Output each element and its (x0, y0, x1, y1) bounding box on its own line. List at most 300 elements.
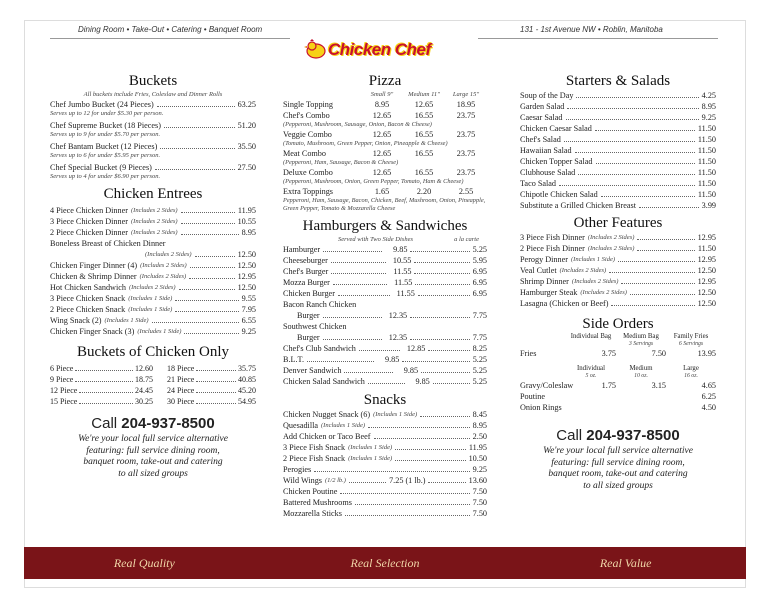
item-name: Poutine (520, 392, 546, 401)
leader-dots (196, 396, 236, 404)
menu-item-row (520, 145, 716, 156)
item-includes: (Includes 1 Side) (348, 455, 393, 462)
burger-row (283, 354, 487, 365)
item-includes: (Includes 1 Side) (104, 317, 149, 324)
side-price: 1.75 (601, 381, 616, 390)
menu-item-row (50, 120, 256, 131)
price-a-la-carte: 5.25 (472, 377, 487, 386)
item-includes: (Includes 2 Sides) (131, 218, 178, 225)
leader-dots (181, 216, 235, 224)
item-name: Chef's Club Sandwich (283, 344, 356, 353)
burgers-title: Hamburgers & Sandwiches (302, 218, 468, 234)
leader-dots (433, 376, 470, 384)
item-price: 12.50 (237, 250, 256, 259)
price-small: 8.95 (374, 100, 390, 109)
item-price: 8.95 (701, 102, 716, 111)
leader-dots (621, 276, 694, 284)
menu-item-row (50, 238, 256, 249)
item-price: 12.95 (237, 272, 256, 281)
price-a-la-carte: 6.95 (472, 267, 488, 276)
menu-item-row (520, 178, 716, 189)
burger-row (283, 365, 487, 376)
leader-dots (395, 453, 465, 461)
snack-row (283, 464, 487, 475)
item-name: 15 Piece (50, 397, 78, 406)
menu-item-row (520, 167, 716, 178)
item-name: Chipotle Chicken Salad (520, 190, 598, 199)
buckets-list (50, 99, 256, 181)
item-price: 8.95 (241, 228, 256, 237)
buckets-title: Buckets (128, 73, 178, 89)
leader-dots (314, 464, 469, 472)
pizza-description: (Pepperoni, Mushroom, Sausage, Onion, Bacon & Cheese) (283, 121, 432, 128)
item-price: 9.55 (241, 294, 256, 303)
menu-item-row (50, 304, 256, 315)
price-a-la-carte: 5.25 (472, 355, 488, 364)
item-name: Single Topping (283, 100, 333, 109)
item-price: 12.50 (697, 266, 716, 275)
item-name: Lasagna (Chicken or Beef) (520, 299, 609, 308)
price-with-sides: 10.55 (392, 256, 412, 265)
sides-size-header: Individual Medium Large (577, 365, 699, 372)
item-name: 18 Piece (167, 364, 195, 373)
menu-item-row (50, 141, 256, 152)
price-with-sides: 12.35 (388, 333, 408, 342)
item-includes: (Includes 2 Sides) (139, 273, 187, 280)
item-price: 27.50 (237, 163, 256, 172)
item-name: Hamburger Steak (520, 288, 578, 297)
price-with-sides: 9.85 (415, 377, 430, 386)
price-with-sides: 12.35 (388, 311, 408, 320)
banner-quality: Real Quality (113, 556, 175, 570)
side-price (616, 391, 666, 402)
side-price (616, 402, 666, 413)
banner-selection: Real Selection (350, 556, 420, 570)
item-name: 2 Piece Fish Snack (283, 454, 346, 463)
item-name: 6 Piece (50, 364, 74, 373)
blurb-left: We're your local full service alternative featuring: full service dining room, banquet room, take-out and catering to all sized groups (78, 434, 228, 479)
snack-row (283, 442, 487, 453)
sides-fries-header: Individual Bag Medium Bag Family Fries (570, 333, 709, 340)
fries-row: Fries 3.75 7.50 13.95 (520, 349, 716, 358)
side-price (576, 391, 616, 402)
item-price: 12.60 (135, 364, 153, 373)
item-price: 10.50 (468, 454, 487, 463)
item-includes: (Includes 2 Sides) (140, 262, 187, 269)
snack-row (283, 497, 487, 508)
leader-dots (576, 90, 698, 98)
leader-dots (418, 288, 470, 296)
item-name: Mozzarella Sticks (283, 509, 342, 518)
item-price: 11.50 (697, 179, 716, 188)
column-middle (283, 72, 487, 519)
price-medium: 16.55 (414, 149, 434, 158)
burger-row (283, 277, 487, 288)
leader-dots (414, 266, 469, 274)
pizza-description: (Tomato, Mushroom, Green Pepper, Onion, Pineapple & Cheese) (283, 140, 448, 147)
item-price: 9.25 (701, 113, 716, 122)
item-name: Battered Mushrooms (283, 498, 352, 507)
menu-item-row (520, 200, 716, 211)
item-price: 11.50 (697, 146, 716, 155)
item-price: 7.50 (472, 487, 487, 496)
leader-dots (349, 475, 386, 483)
item-name: 3 Piece Chicken Dinner (50, 217, 128, 226)
item-name: Chicken Salad Sandwich (283, 377, 365, 386)
price-medium: 16.55 (414, 130, 434, 139)
item-name: Chicken Burger (283, 289, 335, 298)
column-left (50, 72, 256, 480)
menu-item-row (50, 326, 256, 337)
item-serves: Serves up to 12 for under $5.30 per person. (50, 110, 164, 117)
item-price: 35.50 (237, 142, 256, 151)
price-with-sides: 11.55 (394, 278, 413, 287)
leader-dots (601, 189, 695, 197)
leader-dots (331, 255, 386, 263)
phone-number: 204-937-8500 (121, 415, 215, 432)
bucket-only-grid (50, 363, 256, 407)
pizza-description: Pepperoni, Ham, Sausage, Bacon, Chicken, Beef, Mushroom, Onion, Pineapple, Green Pepper, Tomato & Mozzarella Cheese (283, 197, 486, 212)
item-price: 40.85 (238, 375, 256, 384)
item-price: 4.25 (701, 91, 716, 100)
item-price: 9.25 (241, 327, 256, 336)
side-price: 3.15 (651, 381, 666, 390)
item-includes: (Includes 2 Sides) (587, 234, 635, 241)
snack-row (283, 420, 487, 431)
leader-dots (566, 112, 699, 120)
leader-dots (160, 141, 234, 149)
entrees-list (50, 205, 256, 337)
price-a-la-carte: 5.25 (472, 366, 488, 375)
item-price: 8.45 (472, 410, 487, 419)
item-price: 12.50 (237, 261, 256, 270)
item-name: 2 Piece Chicken Dinner (50, 228, 128, 237)
menu-item-row (50, 293, 256, 304)
price-small: 1.65 (374, 187, 390, 196)
item-name: Quesadilla (283, 421, 319, 430)
leader-dots (567, 101, 698, 109)
item-price: 2.50 (472, 432, 487, 441)
sides-title: Side Orders (582, 316, 654, 332)
price-large: 2.55 (458, 187, 474, 196)
price-large: 23.75 (456, 111, 476, 120)
item-name: 3 Piece Fish Dinner (520, 233, 585, 242)
item-name: Mozza Burger (283, 278, 330, 287)
leader-dots (323, 332, 383, 340)
item-name: Chicken Finger Dinner (4) (50, 261, 138, 270)
item-price: 13.60 (468, 476, 488, 485)
side-row (520, 391, 716, 402)
item-name: Chef Bantam Bucket (12 Pieces) (50, 142, 158, 151)
item-name: 9 Piece (50, 375, 74, 384)
leader-dots (374, 431, 470, 439)
item-name: Chicken Poutine (283, 487, 338, 496)
item-price: 18.75 (135, 375, 153, 384)
leader-dots (368, 376, 405, 384)
item-includes: (Includes 2 Sides) (580, 289, 627, 296)
item-price: 51.20 (237, 121, 256, 130)
leader-dots (323, 310, 383, 318)
item-serves: Serves up to 9 for under $5.70 per person. (50, 131, 161, 138)
features-list (520, 232, 716, 309)
item-name: Chicken Nugget Snack (6) (283, 410, 371, 419)
pizza-list (283, 99, 487, 213)
leader-dots (175, 304, 238, 312)
item-name: Bacon Ranch Chicken (283, 300, 357, 309)
leader-dots (340, 486, 469, 494)
item-price: 11.50 (697, 157, 716, 166)
leader-dots (331, 266, 386, 274)
side-price (576, 402, 616, 413)
item-name: 24 Piece (167, 386, 195, 395)
buckets-note: All buckets include Fries, Coleslaw and Dinner Rolls (83, 91, 223, 98)
price-medium: 16.55 (414, 111, 434, 120)
price-with-sides: 9.85 (385, 355, 400, 364)
menu-item-row (50, 205, 256, 216)
item-includes: (Includes 1 Side) (128, 306, 173, 313)
menu-item-row (520, 156, 716, 167)
bucket-only-item (50, 363, 153, 374)
menu-item-row (50, 271, 256, 282)
leader-dots (355, 497, 470, 505)
pizza-row (283, 129, 487, 140)
item-includes: (Includes 1 Side) (137, 328, 182, 335)
item-name: Cheeseburger (283, 256, 328, 265)
item-price: 12.50 (237, 283, 256, 292)
price-with-sides: 9.85 (403, 366, 419, 375)
item-price: 11.95 (468, 443, 487, 452)
burger-row (283, 332, 487, 343)
chicken-chef-logo (300, 38, 468, 68)
leader-dots (564, 134, 695, 142)
price-medium: 12.65 (414, 100, 434, 109)
item-name: Chef's Combo (283, 111, 330, 120)
item-price: 10.55 (237, 217, 256, 226)
bucket-only-item (153, 385, 256, 396)
menu-item-row (520, 232, 716, 243)
item-name: Chicken & Shrimp Dinner (50, 272, 137, 281)
burger-row (283, 255, 487, 266)
menu-item-row (520, 112, 716, 123)
bucket-only-item (153, 374, 256, 385)
menu-item-row (520, 287, 716, 298)
item-name: Clubhouse Salad (520, 168, 576, 177)
leader-dots (609, 265, 694, 273)
item-name: Chef Supreme Bucket (18 Pieces) (50, 121, 161, 130)
item-name: Substitute a Grilled Chicken Breast (520, 201, 636, 210)
item-serves: Serves up to 6 for under $5.95 per person. (50, 152, 161, 159)
leader-dots (338, 288, 390, 296)
price-a-la-carte: 7.75 (472, 311, 488, 320)
item-name: Hawaiian Salad (520, 146, 572, 155)
item-name: Hot Chicken Sandwich (50, 283, 126, 292)
leader-dots (333, 277, 387, 285)
call-line-left: Call 204-937-8500 (91, 415, 215, 432)
item-name: B.L.T. (283, 355, 304, 364)
leader-dots (175, 293, 238, 301)
burgers-list (283, 244, 487, 387)
menu-item-row (520, 189, 716, 200)
price-large: 23.75 (456, 130, 476, 139)
pizza-row (283, 99, 487, 110)
menu-item-row (50, 99, 256, 110)
phone-number: 204-937-8500 (586, 427, 680, 444)
leader-dots (196, 385, 236, 393)
side-row (520, 402, 716, 413)
menu-item-row (50, 282, 256, 293)
item-name: Chef Jumbo Bucket (24 Pieces) (50, 100, 154, 109)
item-includes: (Includes 2 Sides) (131, 207, 178, 214)
header-services: Dining Room • Take-Out • Catering • Banquet Room (78, 25, 263, 34)
menu-item-row (520, 90, 716, 101)
sides-list (520, 380, 716, 413)
snack-row (283, 453, 487, 464)
banner-value: Real Value (599, 556, 652, 570)
leader-dots (596, 156, 695, 164)
item-price: 54.95 (238, 397, 256, 406)
item-includes: (Includes 1 Side) (570, 256, 616, 263)
bucket-only-title: Buckets of Chicken Only (76, 344, 230, 360)
price-small: 12.65 (372, 149, 392, 158)
pizza-description: (Pepperoni, Ham, Sausage, Bacon & Cheese) (283, 159, 399, 166)
leader-dots (410, 332, 470, 340)
item-half-price: 7.25 (1 lb.) (389, 476, 426, 485)
burger-row (283, 244, 487, 255)
menu-item-row (50, 227, 256, 238)
pizza-row (283, 148, 487, 159)
leader-dots (195, 249, 235, 257)
item-includes: (Includes 2 Sides) (131, 229, 178, 236)
price-a-la-carte: 5.25 (472, 245, 487, 254)
pizza-row (283, 110, 487, 121)
menu-item-row (520, 254, 716, 265)
menu-item-row (50, 216, 256, 227)
header-rule-left (50, 38, 290, 39)
snack-row (283, 508, 487, 519)
item-name: 21 Piece (167, 375, 195, 384)
starters-title: Starters & Salads (565, 73, 671, 89)
leader-dots (196, 374, 236, 382)
item-includes: (Includes 2 Sides) (559, 267, 607, 274)
leader-dots (368, 420, 470, 428)
item-name: Chicken Caesar Salad (520, 124, 592, 133)
leader-dots (414, 255, 469, 263)
burger-row (283, 376, 487, 387)
side-price: 4.65 (701, 381, 716, 390)
item-price: 9.25 (472, 465, 487, 474)
menu-item-row (50, 162, 256, 173)
item-name: Soup of the Day (520, 91, 574, 100)
item-name: Garden Salad (520, 102, 565, 111)
leader-dots (344, 365, 393, 373)
item-name: Perogy Dinner (520, 255, 568, 264)
item-price: 11.50 (697, 168, 716, 177)
item-name: Southwest Chicken (283, 322, 347, 331)
item-price: 35.75 (238, 364, 256, 373)
leader-dots (79, 385, 133, 393)
item-name: Deluxe Combo (283, 168, 333, 177)
pizza-size-header: Small 9" Medium 11" Large 15" (370, 91, 480, 98)
price-a-la-carte: 5.95 (472, 256, 488, 265)
item-price: 7.95 (241, 305, 256, 314)
bucket-only-item (153, 396, 256, 407)
menu-item-row (520, 123, 716, 134)
bucket-only-item (50, 396, 153, 407)
chicken-mascot-icon (304, 38, 328, 60)
side-price: 4.50 (701, 403, 716, 412)
leader-dots (79, 396, 133, 404)
price-small: 12.65 (372, 168, 392, 177)
item-price: 12.50 (697, 299, 716, 308)
item-price: 7.50 (472, 509, 487, 518)
item-name: Wing Snack (2) (50, 316, 102, 325)
item-price: 12.95 (697, 277, 716, 286)
item-includes: (Includes 1 Side) (348, 444, 393, 451)
item-includes: (Includes 2 Sides) (128, 284, 176, 291)
snacks-title: Snacks (363, 392, 407, 408)
item-price: 63.25 (237, 100, 256, 109)
pizza-description: (Pepperoni, Mushroom, Onion, Green Pepper, Tomato, Ham & Cheese) (283, 178, 464, 185)
item-name: Burger (297, 311, 320, 320)
call-line-right: Call 204-937-8500 (556, 427, 680, 444)
price-large: 18.95 (456, 100, 476, 109)
burger-row (283, 321, 487, 332)
leader-dots (637, 243, 694, 251)
item-name: Burger (297, 333, 320, 342)
price-large: 23.75 (456, 149, 476, 158)
item-name: 2 Piece Chicken Snack (50, 305, 126, 314)
price-with-sides: 12.85 (406, 344, 426, 353)
snack-row (283, 431, 487, 442)
menu-item-row (520, 265, 716, 276)
menu-item-row (520, 243, 716, 254)
price-a-la-carte: 7.75 (472, 333, 488, 342)
features-title: Other Features (573, 215, 663, 231)
item-includes: (Includes 2 Sides) (587, 245, 635, 252)
leader-dots (179, 282, 235, 290)
item-includes: (Includes 2 Sides) (571, 278, 619, 285)
leader-dots (181, 227, 239, 235)
leader-dots (428, 475, 465, 483)
pizza-title: Pizza (368, 73, 402, 89)
item-name: Chef Special Bucket (9 Pieces) (50, 163, 152, 172)
column-right: Starters & Salads Soup of the Day 4.25 Garden Salad 8.95 Caesar Salad 9.25 Chicken Caesar Salad 11.50 Chef's Salad 11.50 Hawaiian Salad 11.50 Chicken Topper Salad 11.50 Clubhouse Salad 11.50 Taco Salad 11.50 Chipotle Chicken Salad 11.50 Substitute a Grilled Chicken Breast 3.99 Other Features 3 Piece Fish Dinner (Includes 2 Sides) 12.95 2 Piece Fish Dinner (Includes 2 Sides) 11.50 Perogy Dinner (Includes 1 Side) 12.95 Veal Cutlet (Includes 2 Sides) 12.50 Shrimp Dinner (Includes 2 Sides) 12.95 Hamburger Steak (Includes 2 Sides) 12.50 Lasagna (Chicken or Beef) 12.50 Side Orders Individual Bag Medium Bag Family Fries 3 Servings 6 Servings Fries 3.75 7.50 13.95 Individual Medium Large 5 oz. 10 oz. 16 oz. Gravy/Coleslaw 1.75 3.15 4.65 Poutine 6.25 Onion Rings 4.50 Call 204-937-8500 We're your local full service alternative featuring: full service dining room, banquet room, take-out and catering to all sized groups (520, 73, 716, 491)
item-includes: (Includes 1 Side) (321, 422, 366, 429)
item-name: Chicken Topper Salad (520, 157, 593, 166)
leader-dots (184, 326, 238, 334)
leader-dots (190, 260, 235, 268)
item-name: Taco Salad (520, 179, 557, 188)
leader-dots (323, 244, 382, 252)
price-small: 12.65 (372, 111, 392, 120)
item-price: 11.50 (697, 124, 716, 133)
item-price: 24.45 (135, 386, 153, 395)
bucket-only-item (153, 363, 256, 374)
price-with-sides: 9.85 (393, 245, 408, 254)
entrees-title: Chicken Entrees (103, 186, 203, 202)
item-name: Meat Combo (283, 149, 326, 158)
menu-item-row (520, 134, 716, 145)
leader-dots (164, 120, 235, 128)
item-name: 3 Piece Chicken Snack (50, 294, 126, 303)
item-serves: Serves up to 4 for under $6.90 per person. (50, 173, 161, 180)
item-name: Hamburger (283, 245, 321, 254)
leader-dots (630, 287, 695, 295)
item-name: Onion Rings (520, 403, 562, 412)
burger-row (283, 266, 487, 277)
item-name: 12 Piece (50, 386, 78, 395)
burger-row (283, 343, 487, 354)
